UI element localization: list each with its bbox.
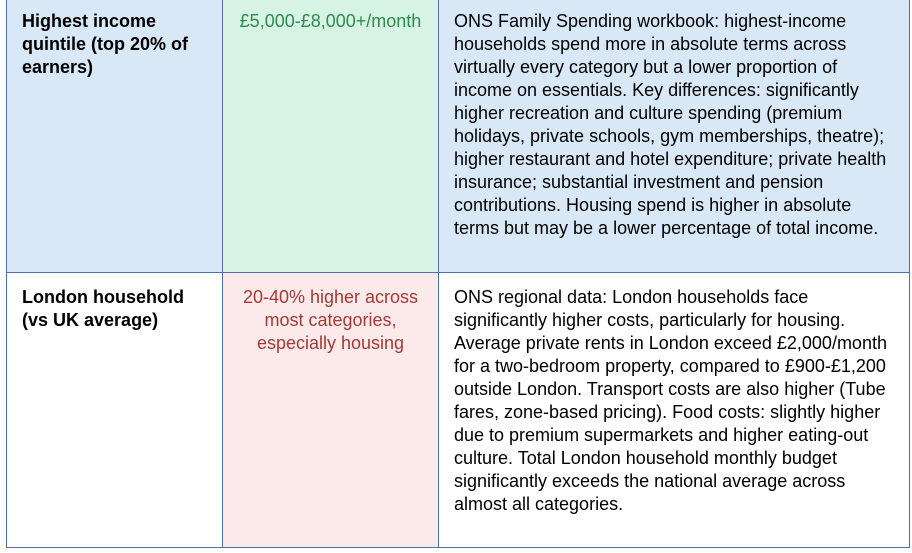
- table-row: [6, 273, 910, 548]
- spending-comparison-table: [6, 0, 910, 548]
- row-label: Highest income quintile (top 20% of earners): [6, 0, 222, 273]
- row-value: £5,000-£8,000+/month: [222, 0, 438, 273]
- row-label: London household (vs UK average): [6, 273, 222, 548]
- row-description: ONS Family Spending workbook: highest-income households spend more in absolute terms across virtually every category but a lower proportion of income on essentials. Key differences: significantly higher recreation and culture spending (premium holidays, private schools, gym memberships, theatre); higher restaurant and hotel expenditure; private health insurance; substantial investment and pension contributions. Housing spend is higher in absolute terms but may be a lower percentage of total income.: [438, 0, 910, 273]
- table-row: [6, 0, 910, 273]
- row-description: ONS regional data: London households face significantly higher costs, particularly for housing. Average private rents in London exceed £2,000/month for a two-bedroom property, compared to £900-£1,200 outside London. Transport costs are also higher (Tube fares, zone-based pricing). Food costs: slightly higher due to premium supermarkets and higher eating-out culture. Total London household monthly budget significantly exceeds the national average across almost all categories.: [438, 273, 910, 548]
- row-value: 20-40% higher across most categories, especially housing: [222, 273, 438, 548]
